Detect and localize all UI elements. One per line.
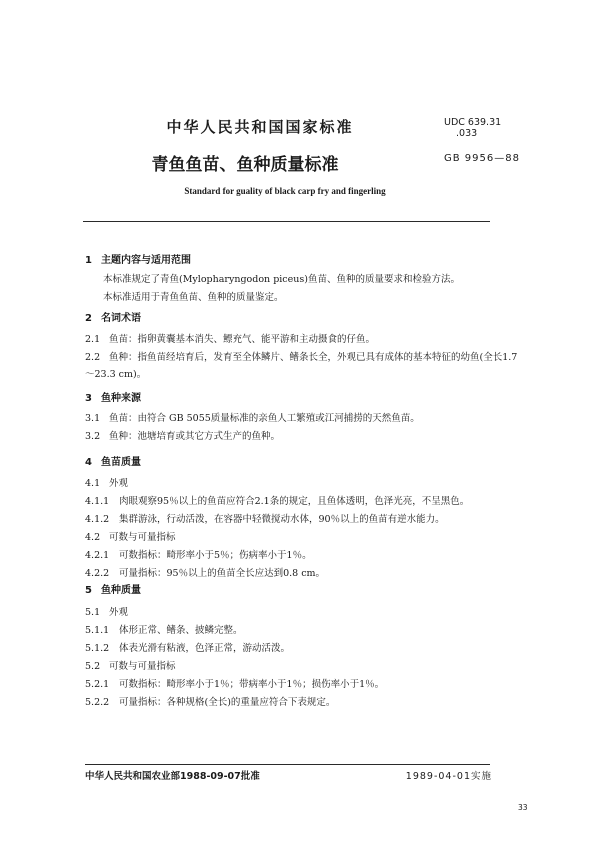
- section-1-paragraph-1: 本标准规定了青鱼(Mylopharyngodon piceus)鱼苗、鱼种的质量要求和检验方法。: [103, 274, 460, 285]
- effective-date: 1989-04-01实施: [405, 771, 492, 782]
- section-1-paragraph-2: 本标准适用于青鱼鱼苗、鱼种的质量鉴定。: [103, 292, 284, 303]
- clause-3-1: 3.1 鱼苗：由符合 GB 5055质量标准的亲鱼人工繁殖或江河捕捞的天然鱼苗。: [85, 413, 420, 424]
- section-3-heading: 3 鱼种来源: [85, 393, 141, 404]
- section-5-heading: 5 鱼种质量: [85, 585, 141, 596]
- english-title: Standard for guality of black carp fry and fingerling: [184, 186, 386, 196]
- clause-2-2: 2.2 鱼种：指鱼苗经培育后，发育至全体鳞片、鳍条长全，外观已具有成体的基本特征的幼鱼(全长1.7: [85, 352, 518, 363]
- udc-line-2: .033: [456, 128, 478, 139]
- clause-4-1-1: 4.1.1 肉眼观察95％以上的鱼苗应符合2.1条的规定，且鱼体透明，色泽光亮，不呈黑色。: [85, 496, 470, 507]
- clause-3-2: 3.2 鱼种：池塘培育或其它方式生产的鱼种。: [85, 431, 281, 442]
- section-2-heading: 2 名词术语: [85, 313, 141, 324]
- top-divider: [83, 221, 490, 222]
- national-standard-heading: 中华人民共和国国家标准: [166, 118, 354, 136]
- section-1-heading: 1 主题内容与适用范围: [85, 255, 191, 266]
- clause-4-2-2: 4.2.2 可量指标：95％以上的鱼苗全长应达到0.8 cm。: [85, 568, 326, 579]
- clause-5-1-1: 5.1.1 体形正常、鳍条、披鳞完整。: [85, 625, 243, 636]
- clause-5-1: 5.1 外观: [85, 607, 129, 618]
- clause-5-1-2: 5.1.2 体表光滑有粘液，色泽正常，游动活泼。: [85, 643, 291, 654]
- gb-number: GB 9956—88: [444, 153, 520, 164]
- section-4-heading: 4 鱼苗质量: [85, 457, 141, 468]
- bottom-divider: [85, 764, 490, 765]
- clause-4-2: 4.2 可数与可量指标: [85, 532, 176, 543]
- page-number: 33: [518, 803, 528, 812]
- clause-5-2: 5.2 可数与可量指标: [85, 661, 176, 672]
- clause-2-2-continued: ～23.3 cm)。: [85, 369, 147, 380]
- clause-4-1-2: 4.1.2 集群游泳，行动活泼，在容器中轻微搅动水体，90％以上的鱼苗有逆水能力。: [85, 514, 445, 525]
- clause-5-2-1: 5.2.1 可数指标：畸形率小于1％；带病率小于1％；损伤率小于1％。: [85, 679, 385, 690]
- clause-4-1: 4.1 外观: [85, 478, 129, 489]
- udc-line-1: UDC 639.31: [444, 117, 502, 128]
- clause-5-2-2: 5.2.2 可量指标：各种规格(全长)的重量应符合下表规定。: [85, 697, 336, 708]
- clause-2-1: 2.1 鱼苗：指卵黄囊基本消失、鳔充气、能平游和主动摄食的仔鱼。: [85, 334, 376, 345]
- approval-line: 中华人民共和国农业部1988-09-07批准: [85, 771, 260, 782]
- udc-code: [444, 117, 501, 139]
- document-title: 青鱼鱼苗、鱼种质量标准: [151, 155, 339, 175]
- clause-4-2-1: 4.2.1 可数指标：畸形率小于5％；伤病率小于1％。: [85, 550, 312, 561]
